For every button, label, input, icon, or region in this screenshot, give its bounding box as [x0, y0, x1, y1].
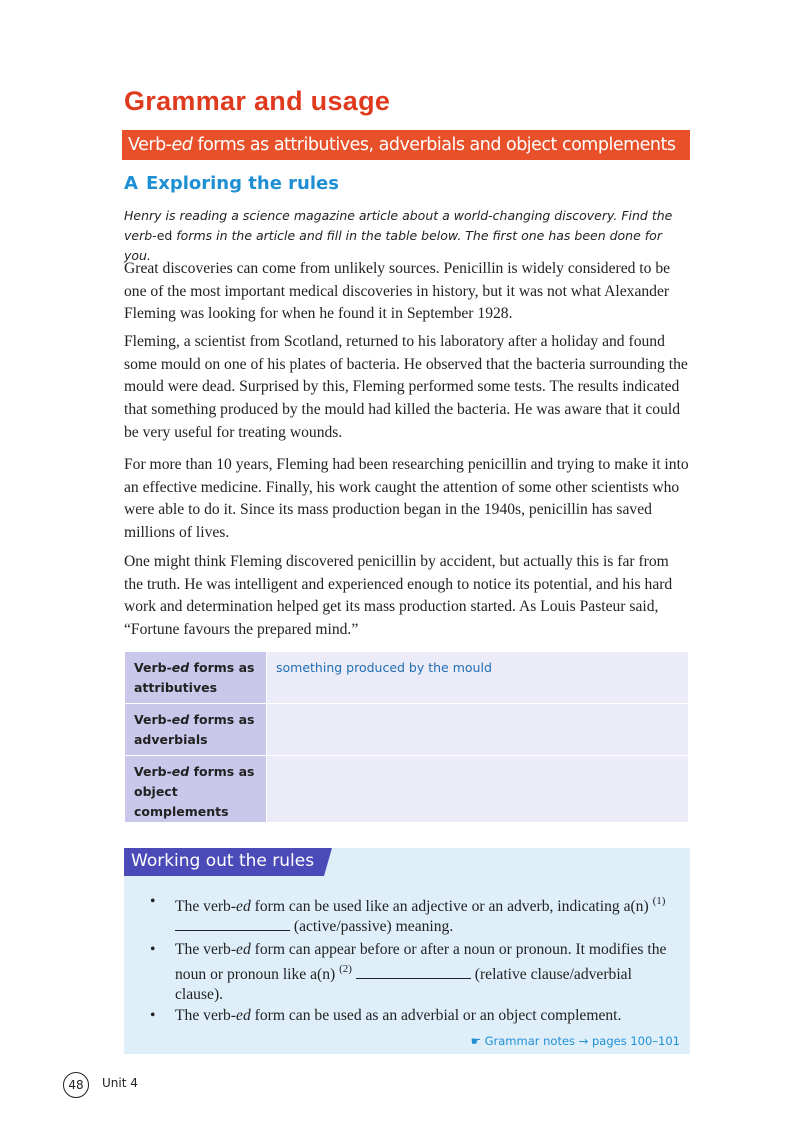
subtitle-prefix: Verb- [128, 135, 172, 155]
table-row [125, 652, 689, 704]
table-row [125, 756, 689, 823]
article-paragraph-4: One might think Fleming discovered penicillin by accident, but actually this is far from the truth. He was intelligent and experienced enough to notice its potential, and his hard work and determination helped get its mass production started. As Louis Pasteur said, “Fortune favours the prepared mind.” [124, 553, 673, 639]
section-subtitle-bar [122, 130, 690, 160]
answer-cell-adverbials[interactable] [267, 704, 689, 756]
grammar-notes-link[interactable]: ☛ Grammar notes → pages 100–101 [470, 1034, 680, 1048]
rules-heading: Working out the rules [131, 851, 315, 871]
article-paragraph-2: Fleming, a scientist from Scotland, returned to his laboratory after a holiday and found some mould on one of his plates of bacteria. He observed that the bacteria surrounding the mould were dead. Surprised by this, Fleming performed some tests. The results indicated that something produced by the mould had killed the bacteria. He was aware that it could be very useful for treating wounds. [124, 333, 688, 441]
row-header-attributives [125, 652, 267, 704]
rule-item-3 [150, 1006, 690, 1026]
page-number: 48 [63, 1072, 89, 1098]
rule-text: (active/passive) meaning. [290, 918, 454, 936]
section-heading [124, 173, 339, 194]
table-row [125, 704, 689, 756]
rule-text: The verb- [175, 1007, 237, 1024]
row-header-emphasis: ed [171, 712, 190, 727]
row-header-suffix: forms as adverbials [134, 712, 255, 747]
answer-cell-object-complements[interactable] [267, 756, 689, 823]
section-letter: A [124, 173, 138, 194]
bullet-icon: • [150, 941, 156, 958]
row-header-emphasis: ed [171, 764, 190, 779]
subtitle-emphasis: ed [171, 135, 193, 155]
answer-blank-1[interactable] [175, 917, 290, 931]
rule-emphasis: ed [236, 898, 251, 916]
section-heading-text: Exploring the rules [145, 173, 339, 194]
instructions-emphasis: ed [156, 228, 173, 243]
blank-number-2: (2) [339, 963, 352, 975]
row-header-suffix: forms as object complements [134, 764, 255, 819]
rule-text: form can be used as an adverbial or an object complement. [250, 1007, 622, 1024]
row-header-prefix: Verb- [134, 764, 172, 779]
page-title: Grammar and usage [124, 86, 391, 116]
rule-text: The verb- [175, 898, 237, 916]
row-header-emphasis: ed [171, 660, 190, 675]
rule-text: form can appear before or after a noun or pronoun. It modifies the noun or pronoun like a(n) [175, 941, 667, 984]
bullet-icon: • [150, 1007, 156, 1024]
instructions-part2: forms in the article and fill in the table below. The first one has been done for you. [124, 228, 662, 263]
rule-text: form can be used like an adjective or an adverb, indicating a(n) [250, 898, 653, 916]
row-header-prefix: Verb- [134, 712, 172, 727]
rule-item-1 [150, 892, 690, 936]
article-paragraph-1: Great discoveries can come from unlikely sources. Penicillin is widely considered to be one of the most important medical discoveries in history, but it was not what Alexander Fleming was looking for when he found it in September 1928. [124, 260, 671, 323]
instructions-part1: Henry is reading a science magazine article about a world-changing discovery. Find the verb- [124, 208, 673, 243]
row-header-object-complements [125, 756, 267, 823]
article-paragraph-3: For more than 10 years, Fleming had been researching penicillin and trying to make it into an effective medicine. Finally, his work caught the attention of some other scientists who were able to do it. Since its mass production began in the 1940s, penicillin has saved millions of lives. [124, 456, 689, 542]
rule-text: (relative clause/adverbial clause). [175, 966, 632, 1004]
row-header-suffix: forms as attributives [134, 660, 255, 695]
rule-item-2 [150, 940, 690, 1004]
rule-emphasis: ed [236, 1007, 251, 1024]
answer-cell-attributives[interactable]: something produced by the mould [267, 652, 689, 704]
subtitle-suffix: forms as attributives, adverbials and object complements [192, 135, 676, 155]
unit-label: Unit 4 [102, 1076, 138, 1090]
verb-forms-table [124, 651, 689, 823]
bullet-icon: • [150, 893, 156, 910]
answer-blank-2[interactable] [356, 965, 471, 979]
instructions [124, 206, 684, 266]
row-header-prefix: Verb- [134, 660, 172, 675]
blank-number-1: (1) [652, 895, 666, 907]
rule-emphasis: ed [236, 941, 251, 958]
row-header-adverbials [125, 704, 267, 756]
rule-text: The verb- [175, 941, 237, 958]
